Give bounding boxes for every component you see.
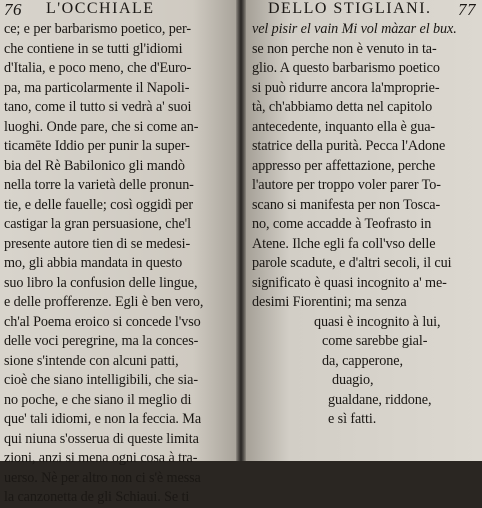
text-line: che contiene in se tutti gl'idiomi [4,40,183,57]
text-line: parole scadute, e d'altri secoli, il cui [252,255,452,271]
text-line: e sì fatti. [328,411,377,427]
text-line: significato è quasi incognito a' me- [252,274,447,291]
text-line: duagio, [332,372,374,388]
left-running-head: L'OCCHIALE [46,0,155,17]
text-line: tie, e delle fauelle; così oggidì per [4,196,193,213]
right-page [244,0,482,461]
verse-quote-line: vel pisir el vain Mi vol màzar el bux. [252,21,457,37]
text-line: gualdane, riddone, [328,391,432,408]
text-line: se non perche non è venuto in ta- [252,40,437,57]
text-line: antecedente, inquanto ella è gua- [252,118,436,135]
text-line: qui niuna s'osserua di queste limita [4,430,199,447]
right-page-text [252,20,480,430]
text-line: Atene. Ilche egli fa coll'vso delle [252,235,436,252]
text-line: luoghi. Onde pare, che si come an- [4,118,199,135]
text-line: scano si manifesta per non Tosca- [252,196,441,213]
text-line: suo libro la confusion delle lingue, [4,274,198,291]
text-line: delle voci peregrine, ma la conces- [4,333,199,349]
text-line: nella torre la varietà delle pronun- [4,177,194,193]
text-line: la canzonetta de gli Schiaui. Se ti [4,489,190,505]
text-line: da, capperone, [322,352,403,369]
text-line: tà, ch'abbiamo detta nel capitolo [252,99,433,115]
left-page-text [4,20,236,508]
text-line: zioni, anzi si mena ogni cosa à tra- [4,450,198,466]
right-page-number: 77 [458,0,476,19]
text-line: desimi Fiorentini; ma senza [252,294,407,310]
text-line: statrice della purità. Pecca l'Adone [252,138,446,154]
text-line: ch'al Poema eroico si concede l'vso [4,313,201,330]
text-line: si può ridurre ancora la'mproprie- [252,79,440,96]
text-line: d'Italia, e poco meno, che d'Euro- [4,60,192,76]
text-line: l'autore per troppo voler parer To- [252,177,441,193]
text-line: tano, come il tutto si vedrà a' suoi [4,99,192,115]
right-running-head: DELLO STIGLIANI. [268,0,432,17]
text-line: appresso per affettazione, perche [252,157,436,174]
text-line: no poche, e che siano il meglio di [4,391,192,408]
text-line: no, come accadde à Teofrasto in [252,216,432,232]
text-line: presente autore tien di se medesi- [4,235,191,252]
text-line: que' tali idiomi, e non la feccia. Ma [4,411,202,427]
text-line: ticamēte Iddio per punir la super- [4,138,190,154]
text-line: castigar la gran persuasione, che'l [4,216,191,232]
text-line: cioè che siano intelligibili, che sia- [4,372,198,388]
left-page-number: 76 [4,0,22,19]
text-line: glio. A questo barbarismo poetico [252,60,440,76]
text-line: bia del Rè Babilonico gli mandò [4,157,185,174]
text-line: come sarebbe gial- [322,333,428,349]
text-line: pa, ma particolarmente il Napoli- [4,79,190,96]
text-line: uerso. Nè per altro non ci s'è messa [4,469,201,486]
text-line: sione s'intende con alcuni patti, [4,352,179,369]
text-line: mo, gli abbia mandata in questo [4,255,183,271]
left-page [0,0,238,505]
text-line: ce; e per barbarismo poetico, per- [4,21,191,37]
text-line: e delle profferenze. Egli è ben vero, [4,294,204,310]
text-line: quasi è incognito à lui, [314,313,441,330]
